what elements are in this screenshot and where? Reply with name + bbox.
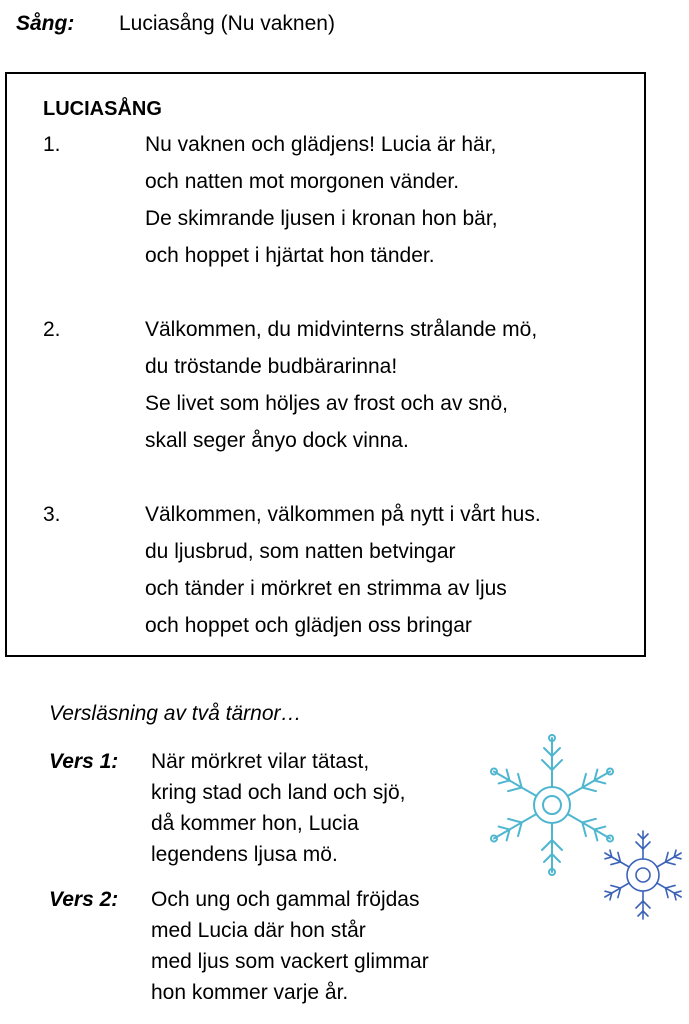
reading-line: med Lucia där hon står — [151, 919, 366, 942]
verse-line: och tänder i mörkret en strimma av ljus — [145, 577, 507, 600]
verse-lines — [145, 126, 498, 274]
song-name: Luciasång (Nu vaknen) — [119, 12, 335, 35]
lyrics-box — [5, 72, 646, 657]
verse-line: och hoppet i hjärtat hon tänder. — [145, 244, 435, 267]
lyrics-title: LUCIASÅNG — [43, 98, 162, 120]
reading-verse-1 — [49, 746, 405, 870]
reading-line: hon kommer varje år. — [151, 981, 349, 1004]
snowflake-icon — [596, 825, 689, 925]
song-label: Sång: — [16, 12, 75, 35]
reading-verse-label: Vers 1: — [49, 750, 119, 773]
verse-line: Se livet som höljes av frost och av snö, — [145, 392, 508, 415]
verse-number: 1. — [43, 133, 61, 156]
verse-lines — [145, 311, 537, 459]
verse-number: 3. — [43, 503, 61, 526]
reading-line: då kommer hon, Lucia — [151, 812, 359, 835]
reading-line: kring stad och land och sjö, — [151, 781, 406, 804]
reading-line: När mörkret vilar tätast, — [151, 750, 370, 773]
verse-line: Nu vaknen och glädjens! Lucia är här, — [145, 133, 497, 156]
verse-line: skall seger ånyo dock vinna. — [145, 429, 409, 452]
verse-line: De skimrande ljusen i kronan hon bär, — [145, 207, 498, 230]
reading-verse-2 — [49, 884, 429, 1008]
verse-number: 2. — [43, 318, 61, 341]
verse-line: Välkommen, välkommen på nytt i vårt hus. — [145, 503, 541, 526]
reading-line: legendens ljusa mö. — [151, 843, 338, 866]
verse-line: och natten mot morgonen vänder. — [145, 170, 460, 193]
reading-line: med ljus som vackert glimmar — [151, 950, 429, 973]
song-verse-1 — [43, 126, 498, 274]
song-header — [16, 12, 335, 36]
song-verse-2 — [43, 311, 537, 459]
verse-lines — [145, 496, 541, 644]
verse-line: och hoppet och glädjen oss bringar — [145, 614, 472, 637]
verse-line: Välkommen, du midvinterns strålande mö, — [145, 318, 538, 341]
verse-line: du tröstande budbärarinna! — [145, 355, 398, 378]
reading-verse-lines — [151, 746, 405, 870]
reading-verse-label: Vers 2: — [49, 888, 119, 911]
reading-verse-lines — [151, 884, 429, 1008]
verse-line: du ljusbrud, som natten betvingar — [145, 540, 456, 563]
reading-title: Versläsning av två tärnor… — [49, 702, 302, 725]
reading-line: Och ung och gammal fröjdas — [151, 888, 420, 911]
song-verse-3 — [43, 496, 541, 644]
